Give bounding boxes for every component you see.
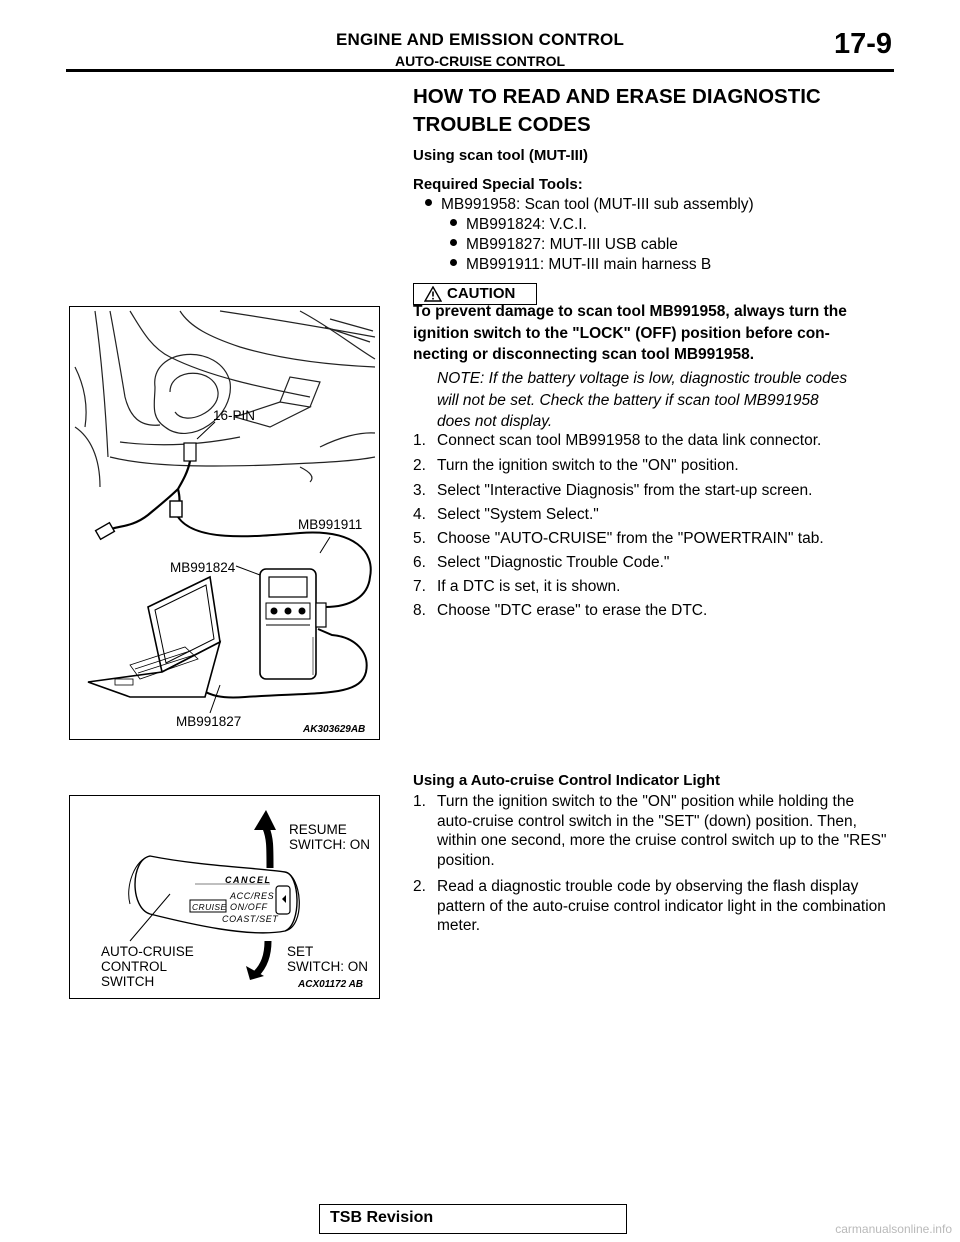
procedure-step: 8. Choose "DTC erase" to erase the DTC. — [413, 602, 708, 619]
procedure-step: 6. Select "Diagnostic Trouble Code." — [413, 554, 670, 571]
method-indicator-light-heading: Using a Auto-cruise Control Indicator Light — [413, 772, 720, 789]
method-scan-tool-heading: Using scan tool (MUT-III) — [413, 147, 588, 164]
bullet-icon — [425, 199, 432, 206]
lever-label-on-off: ON/OFF — [230, 902, 268, 912]
required-tools-label: Required Special Tools: — [413, 176, 583, 193]
heading-line-2: TROUBLE CODES — [413, 113, 591, 136]
tool-item: MB991958: Scan tool (MUT-III sub assembly) — [425, 195, 754, 215]
tool-item: MB991827: MUT-III USB cable — [450, 235, 678, 255]
procedure-step: 4. Select "System Select." — [413, 506, 599, 523]
tsb-revision-label: TSB Revision — [330, 1209, 434, 1226]
bullet-icon — [450, 259, 457, 266]
label-set-switch: SET SWITCH: ON — [287, 944, 368, 974]
procedure-step: 7. If a DTC is set, it is shown. — [413, 578, 621, 595]
procedure-step: 5. Choose "AUTO-CRUISE" from the "POWERTRAIN" tab. — [413, 530, 824, 547]
lever-label-acc-res: ACC/RES — [230, 891, 275, 901]
bullet-icon — [450, 219, 457, 226]
lever-label-cruise: CRUISE — [192, 902, 227, 912]
procedure-step: 2. Read a diagnostic trouble code by observing the flash display pattern of the auto-cruise control indicator light in the combination meter. — [413, 878, 886, 934]
section-subtitle: AUTO-CRUISE CONTROL — [394, 53, 566, 69]
label-resume-switch: RESUME SWITCH: ON — [289, 822, 370, 852]
bullet-icon — [450, 239, 457, 246]
section-heading — [413, 83, 893, 139]
lever-label-cancel: CANCEL — [225, 875, 272, 885]
watermark: carmanualsonline.info — [835, 1222, 952, 1236]
lever-label-coast-set: COAST/SET — [222, 914, 279, 924]
tool-item: MB991824: V.C.I. — [450, 215, 587, 235]
note-text: NOTE: If the battery voltage is low, diagnostic trouble codes will not be set. Check the battery if scan tool MB991958 does not display. — [437, 370, 848, 430]
label-16-pin: 16-PIN — [213, 408, 256, 423]
scan-tool-connection-figure — [69, 306, 380, 740]
procedure-step: 1. Turn the ignition switch to the "ON" position while holding the auto-cruise control switch in the "SET" (down) position. Then, within one second, more the cruise control switch up to the "RES" position. — [413, 793, 887, 869]
figure-code: ACX01172 AB — [298, 979, 364, 990]
warning-triangle-icon — [424, 286, 442, 302]
page-number: 17-9 — [833, 28, 892, 60]
figure-code: AK303629AB — [303, 724, 366, 735]
label-mb991827: MB991827 — [176, 714, 242, 729]
cruise-switch-figure — [69, 795, 380, 999]
caution-label: CAUTION — [447, 285, 516, 302]
manual-title: ENGINE AND EMISSION CONTROL — [335, 30, 625, 49]
procedure-step: 1. Connect scan tool MB991958 to the data link connector. — [413, 432, 822, 449]
label-mb991824: MB991824 — [170, 560, 236, 575]
label-auto-cruise-switch: AUTO-CRUISE CONTROL SWITCH — [101, 944, 194, 989]
procedure-step: 3. Select "Interactive Diagnosis" from the start-up screen. — [413, 482, 813, 499]
header-rule — [66, 69, 894, 72]
label-mb991911: MB991911 — [298, 517, 363, 532]
procedure-step: 2. Turn the ignition switch to the "ON" position. — [413, 457, 739, 474]
caution-text: To prevent damage to scan tool MB991958, always turn the ignition switch to the "LOCK" (OFF) position before con- necting or disconnecting scan tool MB991958. — [413, 303, 847, 363]
heading-line-1: HOW TO READ AND ERASE DIAGNOSTIC — [413, 85, 821, 108]
tool-item: MB991911: MUT-III main harness B — [450, 255, 711, 275]
